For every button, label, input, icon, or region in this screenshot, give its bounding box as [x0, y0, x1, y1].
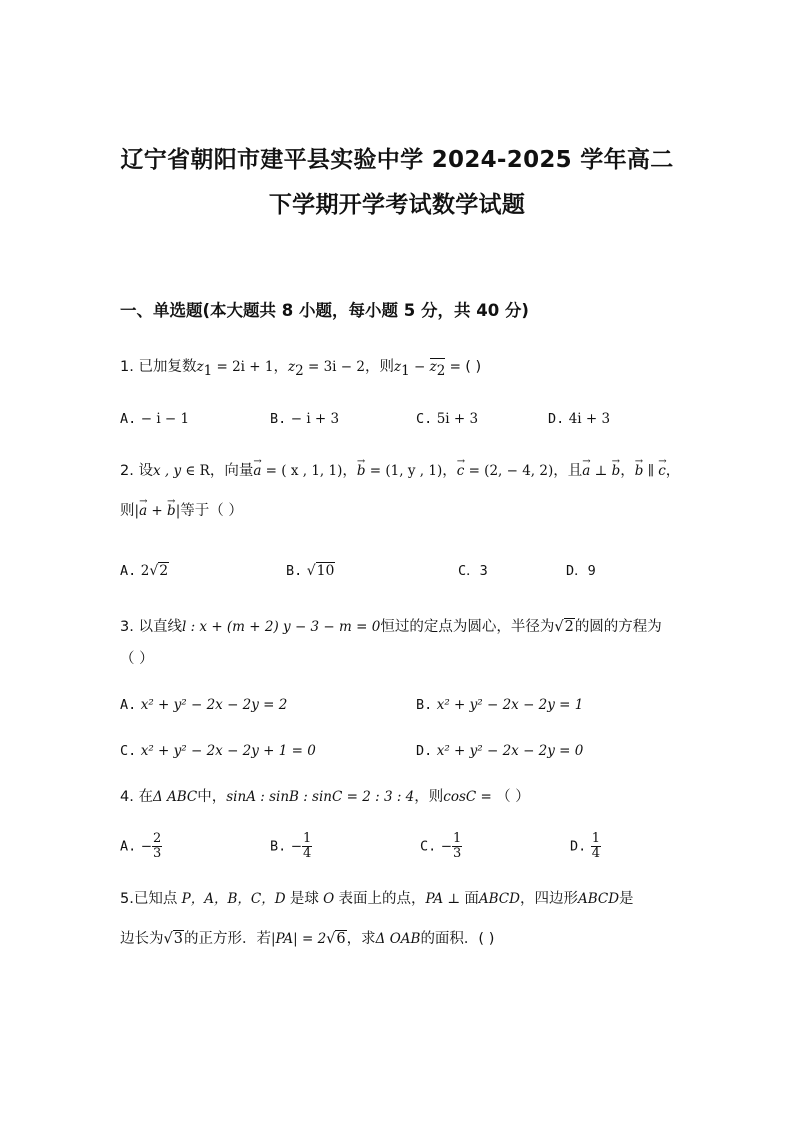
question-text: 表面上的点，: [338, 891, 426, 907]
denominator: 3: [453, 846, 462, 861]
option-value: 5i + 3: [436, 411, 479, 427]
vector-b: → b: [167, 500, 176, 522]
denominator: 4: [303, 846, 312, 861]
question-number: 3.: [120, 619, 134, 635]
answer-blank: 等于（ ）: [180, 503, 243, 519]
denominator: 3: [153, 846, 162, 861]
option-label: C.: [420, 838, 437, 855]
question-text: 中，: [197, 789, 227, 805]
math-var: z: [196, 359, 204, 375]
math-expr: ABCD: [478, 891, 520, 907]
math-op: −: [290, 838, 303, 855]
math-var-conjugate: z: [429, 359, 437, 375]
question-text: 已加复数: [138, 359, 197, 375]
math-var: z: [287, 359, 296, 375]
vector-c: → c: [457, 460, 465, 482]
option-value: x² + y² − 2x − 2y = 0: [436, 743, 584, 759]
q2-option-d: [566, 560, 596, 582]
math-op: |: [175, 503, 181, 519]
option-label: D.: [548, 411, 565, 427]
option-value: x² + y² − 2x − 2y = 2: [140, 697, 288, 713]
option-label: A.: [120, 697, 137, 713]
option-label: A.: [120, 411, 137, 427]
question-text: ，且: [553, 463, 583, 479]
question-text: ，则: [414, 789, 444, 805]
answer-blank: （ ）: [120, 651, 154, 667]
answer-blank: ( ): [465, 359, 482, 375]
question-text: ，求: [346, 931, 376, 947]
option-label: B.: [416, 697, 433, 713]
q4-option-b: [270, 832, 312, 861]
vector-b: → b: [635, 460, 644, 482]
option-label: B.: [270, 838, 287, 855]
radicand: 2: [564, 619, 574, 635]
question-text: 的圆的方程为: [574, 619, 662, 635]
math-expr: ABCD: [577, 891, 620, 907]
math-op: −: [409, 359, 430, 375]
math-sub: 2: [295, 362, 304, 379]
option-label: B.: [286, 563, 303, 579]
question-4: [120, 786, 530, 808]
section-heading: 一、单选题(本大题共 8 小题，每小题 5 分，共 40 分): [120, 301, 529, 320]
question-text: 设: [138, 463, 153, 479]
question-text: ，四边形: [519, 891, 578, 907]
question-text: 在: [138, 789, 153, 805]
vector-c: → c: [658, 460, 666, 482]
question-2: [120, 460, 680, 482]
question-5-line-2: 边长为√3的正方形．若|PA| = 2√6，求Δ OAB的面积．( ): [120, 931, 495, 947]
math-expr: = ( x , 1, 1): [261, 463, 343, 479]
punct: ，: [273, 359, 288, 375]
math-expr: sinA : sinB : sinC = 2 : 3 : 4: [226, 789, 415, 805]
math-expr: ∈ R: [181, 463, 210, 479]
question-text: 则: [120, 503, 135, 519]
q2-option-b: B. √10: [286, 563, 335, 579]
answer-blank: 的面积．( ): [420, 931, 495, 947]
punct: ，: [665, 463, 681, 479]
question-number: 5.: [120, 891, 134, 907]
option-label: B.: [270, 411, 287, 427]
q1-option-d: [548, 408, 610, 430]
numerator: 1: [453, 831, 462, 846]
math-op: =: [445, 359, 466, 375]
math-expr: PA ⊥: [425, 891, 465, 907]
q4-option-c: [420, 832, 462, 861]
question-text: 以直线: [138, 619, 182, 635]
punct: ，: [620, 463, 635, 479]
numerator: 1: [303, 831, 312, 846]
math-var: z: [393, 359, 402, 375]
math-expr: = (2, − 4, 2): [464, 463, 554, 479]
question-text: ，向量: [209, 463, 254, 479]
math-expr: = 2i + 1: [212, 359, 274, 375]
punct: ，: [442, 463, 457, 479]
math-expr: : x + (m + 2) y − 3 − m = 0: [186, 619, 381, 635]
exam-title-line-1: 辽宁省朝阳市建平县实验中学 2024-2025 学年高二: [120, 147, 674, 173]
q3-option-c: [120, 740, 316, 762]
math-op: −: [140, 838, 153, 855]
math-op: −: [440, 838, 453, 855]
math-var: l: [181, 619, 187, 635]
math-op: ⊥: [590, 463, 612, 479]
math-sub: 1: [401, 362, 410, 379]
numerator: 1: [591, 831, 600, 846]
option-value: x² + y² − 2x − 2y = 1: [436, 697, 584, 713]
question-3: 3. 以直线l : x + (m + 2) y − 3 − m = 0恒过的定点为圆心，半径为√2的圆的方程为: [120, 619, 662, 635]
radicand: 2: [159, 563, 169, 579]
question-number: 2.: [120, 463, 134, 479]
math-op: |: [134, 503, 140, 519]
vector-b: → b: [357, 460, 366, 482]
q1-option-a: [120, 408, 189, 430]
question-text: 已知点: [133, 891, 178, 907]
math-expr: cosC =: [443, 789, 497, 805]
option-label: C.: [416, 411, 433, 427]
math-op: +: [147, 503, 168, 519]
denominator: 4: [591, 846, 600, 861]
question-text: 的正方形．若: [183, 931, 271, 947]
option-value: 2: [140, 563, 150, 579]
option-label: A.: [120, 838, 137, 855]
question-text: 边长为: [120, 931, 164, 947]
math-sub: 1: [203, 362, 213, 379]
vector-b: → b: [612, 460, 621, 482]
answer-blank: （ ）: [496, 789, 530, 805]
question-3-line-2: [120, 648, 154, 670]
q4-option-d: [570, 832, 601, 861]
math-sub: 2: [436, 362, 446, 379]
q1-option-b: [270, 408, 339, 430]
radicand: 3: [173, 931, 183, 947]
question-5: [120, 888, 634, 910]
q3-option-d: [416, 740, 583, 762]
vector-a: → a: [139, 500, 147, 522]
option-label: C．: [458, 563, 480, 579]
question-number: 1.: [120, 359, 134, 375]
option-value: 9: [587, 563, 596, 579]
option-label: D.: [570, 838, 587, 855]
option-value: 3: [479, 563, 488, 579]
math-expr: = (1, y , 1): [365, 463, 443, 479]
question-number: 4.: [120, 789, 134, 805]
q2-option-c: [458, 560, 488, 582]
option-label: C.: [120, 743, 137, 759]
option-value: 4i + 3: [568, 411, 611, 427]
question-1: [120, 356, 481, 382]
math-var: O: [318, 891, 339, 907]
question-text: 是: [619, 891, 634, 907]
math-expr: Δ OAB: [375, 931, 421, 947]
q3-option-a: [120, 694, 287, 716]
option-label: A.: [120, 563, 137, 579]
question-2-line-2: [120, 500, 243, 522]
math-expr: Δ ABC: [152, 789, 198, 805]
option-value: − i − 1: [140, 411, 190, 427]
exam-title-line-2: 下学期开学考试数学试题: [268, 192, 526, 218]
math-expr: = 3i − 2: [303, 359, 365, 375]
option-value: − i + 3: [290, 411, 340, 427]
option-label: D．: [566, 563, 588, 579]
math-var: x , y: [152, 463, 182, 479]
option-value: x² + y² − 2x − 2y + 1 = 0: [140, 743, 316, 759]
radicand: 6: [336, 931, 346, 947]
question-text: 是球: [289, 891, 319, 907]
math-expr: |PA| = 2: [270, 931, 327, 947]
question-text: 恒过的定点为圆心，半径为: [380, 619, 555, 635]
vector-a: → a: [582, 460, 590, 482]
q2-option-a: A. 2√2: [120, 563, 169, 579]
vector-a: → a: [253, 460, 261, 482]
numerator: 2: [153, 831, 162, 846]
radicand: 10: [316, 563, 335, 579]
math-expr: P，A，B，C，D: [177, 891, 290, 907]
math-op: ∥: [643, 463, 659, 479]
q4-option-a: [120, 832, 162, 861]
q1-option-c: [416, 408, 478, 430]
option-label: D.: [416, 743, 433, 759]
question-text: ，则: [364, 359, 394, 375]
question-text: 面: [464, 891, 479, 907]
q3-option-b: [416, 694, 583, 716]
punct: ，: [342, 463, 357, 479]
